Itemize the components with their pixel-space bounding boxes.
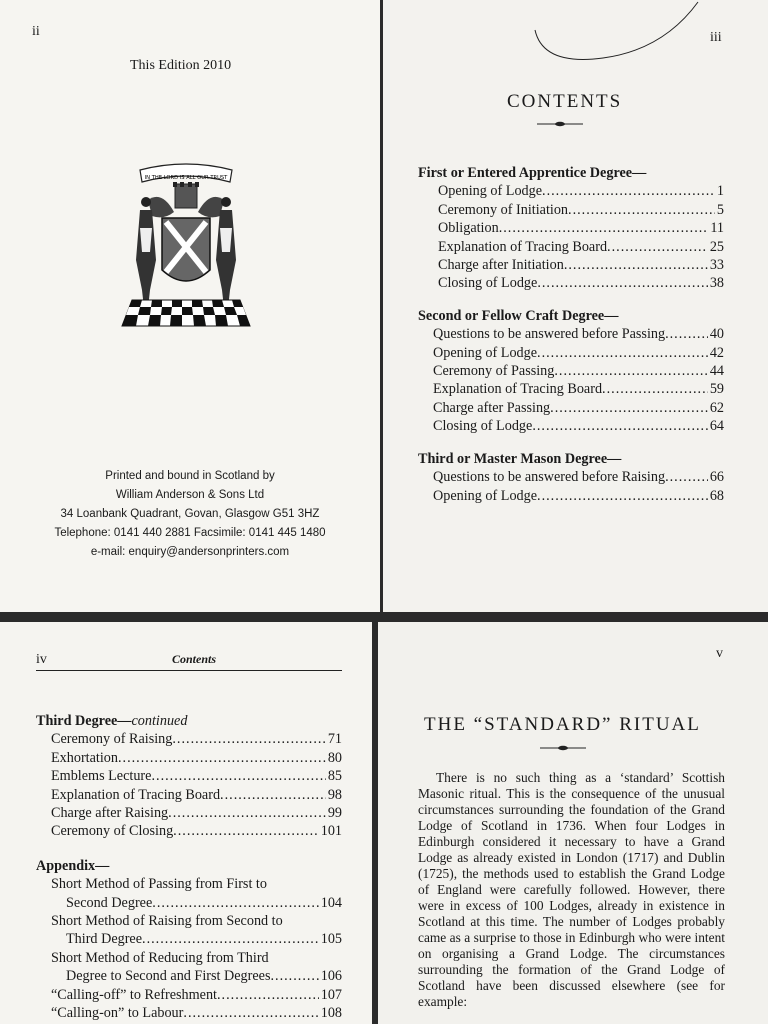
running-title: Contents (172, 652, 217, 666)
intro-text (418, 770, 725, 1010)
toc-entry: Questions to be answered before Raising ..... 66 (433, 468, 724, 486)
edition-line: This Edition 2010 (130, 58, 232, 73)
page-number: v (716, 646, 723, 661)
contents-list-continued (36, 712, 342, 1023)
page-number: ii (32, 24, 40, 39)
toc-entry: Third Degree ..... 105 (51, 930, 342, 948)
toc-entry: Closing of Lodge ..... 38 (438, 274, 724, 292)
printer-line: Printed and bound in Scotland by (105, 470, 275, 482)
toc-entry: Closing of Lodge ..... 64 (433, 417, 724, 435)
toc-entry: Opening of Lodge ..... 1 (438, 182, 724, 200)
toc-entry: Emblems Lecture ..... 85 (51, 767, 342, 785)
ornament-rule (537, 121, 583, 127)
coat-of-arms-crest (118, 160, 254, 328)
toc-entry: Opening of Lodge ..... 68 (433, 487, 724, 505)
toc-entry: Opening of Lodge ..... 42 (433, 344, 724, 362)
toc-entry: “Calling-off” to Refreshment ..... 107 (51, 986, 342, 1004)
toc-entry: Explanation of Tracing Board ..... 25 (438, 238, 724, 256)
toc-entry: Degree to Second and First Degrees ..... 106 (51, 967, 342, 985)
page-number: iv (36, 652, 47, 667)
section-title: Third Degree—continued (36, 713, 188, 729)
printer-address: 34 Loanbank Quadrant, Govan, Glasgow G51 3HZ (60, 508, 320, 520)
toc-entry: Ceremony of Raising ..... 71 (51, 730, 342, 748)
toc-entry: Charge after Raising ..... 99 (51, 804, 342, 822)
page-v (378, 622, 768, 1024)
toc-entry-line: Short Method of Passing from First to (51, 876, 267, 893)
toc-entry: Explanation of Tracing Board ..... 59 (433, 380, 724, 398)
section-title: Third or Master Mason Degree— (418, 450, 622, 467)
crest-motto: IN THE LORD IS ALL OUR TRUST (144, 175, 228, 181)
ritual-heading: THE “STANDARD” RITUAL (424, 714, 701, 735)
toc-entry: Questions to be answered before Passing ..... 40 (433, 325, 724, 343)
toc-entry: Ceremony of Initiation ..... 5 (438, 201, 724, 219)
toc-entry-line: Short Method of Reducing from Third (51, 949, 269, 966)
toc-entry: Ceremony of Closing ..... 101 (51, 822, 342, 840)
printer-details (20, 467, 360, 562)
ornament-rule (540, 745, 586, 751)
pen-mark (533, 0, 703, 70)
toc-entry: Explanation of Tracing Board ..... 98 (51, 786, 342, 804)
toc-entry-line: Short Method of Raising from Second to (51, 913, 283, 930)
toc-entry: Second Degree ..... 104 (51, 894, 342, 912)
page-ii (0, 0, 380, 612)
page-iii (383, 0, 768, 612)
contents-heading: CONTENTS (507, 91, 623, 112)
paragraph: There is no such thing as a ‘standard’ Scottish Masonic ritual. This is the consequence of the unusual circumstances surrounding the foundation of the Grand Lodge of Scotland in 1736. When four Lodges in Edinburgh considered it necessary to have a Grand Lodge as already existed in London (1717) and Dublin (1725), the methods used to establish the Grand Lodge of England were carefully followed. However, there were in excess of 100 Lodges, already in existence in Scotland at this time. The number of Lodges probably came as a surprise to those in Edinburgh who were intent on organising a Grand Lodge. The circumstances surrounding the formation of the Grand Lodge of Scotland have been discussed elsewhere (see for example: (418, 770, 725, 1009)
page-iv (0, 622, 372, 1024)
toc-entry: Charge after Initiation ..... 33 (438, 256, 724, 274)
section-title: Second or Fellow Craft Degree— (418, 307, 619, 324)
toc-entry: Obligation ..... 11 (438, 219, 724, 237)
contents-list (418, 164, 724, 505)
header-rule (36, 670, 342, 671)
toc-entry: Ceremony of Passing ..... 44 (433, 362, 724, 380)
section-title: Appendix— (36, 857, 110, 874)
printer-email: e-mail: enquiry@andersonprinters.com (90, 546, 290, 558)
page-number: iii (710, 30, 722, 45)
toc-entry: Charge after Passing ..... 62 (433, 399, 724, 417)
printer-phone: Telephone: 0141 440 2881 Facsimile: 0141 445 1480 (54, 527, 326, 539)
printer-name: William Anderson & Sons Ltd (115, 489, 265, 501)
toc-entry: “Calling-on” to Labour ..... 108 (51, 1004, 342, 1022)
section-title: First or Entered Apprentice Degree— (418, 165, 647, 181)
toc-entry: Exhortation ..... 80 (51, 749, 342, 767)
